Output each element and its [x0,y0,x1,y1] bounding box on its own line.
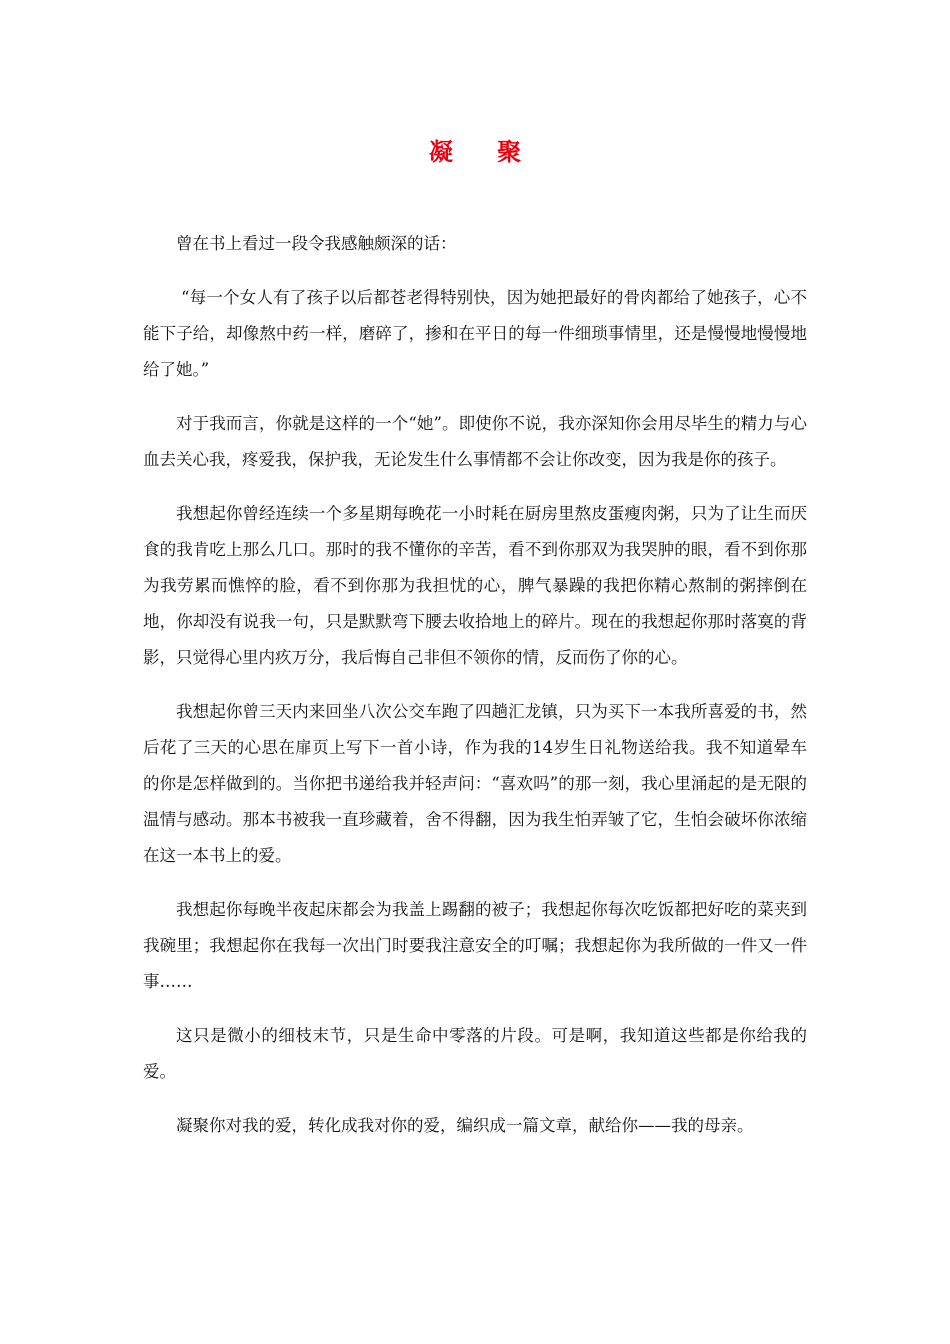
paragraph: 我想起你曾经连续一个多星期每晚花一小时耗在厨房里熬皮蛋瘦肉粥，只为了让生而厌食的我肯吃上那么几口。那时的我不懂你的辛苦，看不到你那双为我哭肿的眼，看不到你那为我劳累而憔悴的脸，看不到你那为我担忧的心，脾气暴躁的我把你精心熬制的粥摔倒在地，你却没有说我一句，只是默默弯下腰去收拾地上的碎片。现在的我想起你那时落寞的背影，只觉得心里内疚万分，我后悔自己非但不领你的情，反而伤了你的心。 [143,504,807,667]
paragraph: 对于我而言，你就是这样的一个“她”。即使你不说，我亦深知你会用尽毕生的精力与心血去关心我，疼爱我，保护我，无论发生什么事情都不会让你改变，因为我是你的孩子。 [143,414,807,469]
paragraph: 这只是微小的细枝末节，只是生命中零落的片段。可是啊，我知道这些都是你给我的爱。 [143,1026,807,1081]
paragraph: 我想起你每晚半夜起床都会为我盖上踢翻的被子；我想起你每次吃饭都把好吃的菜夹到我碗里；我想起你在我每一次出门时要我注意安全的叮嘱；我想起你为我所做的一件又一件事…… [143,900,807,991]
paragraph: 我想起你曾三天内来回坐八次公交车跑了四趟汇龙镇，只为买下一本我所喜爱的书，然后花了三天的心思在扉页上写下一首小诗，作为我的14岁生日礼物送给我。我不知道晕车的你是怎样做到的。当你把书递给我并轻声问：“喜欢吗”的那一刻，我心里涌起的是无限的温情与感动。那本书被我一直珍藏着，舍不得翻，因为我生怕弄皱了它，生怕会破坏你浓缩在这一本书上的爱。 [143,702,807,865]
paragraph-intro: 曾在书上看过一段令我感触颇深的话： [176,234,457,253]
document-title: 凝 聚 [428,137,540,166]
paragraph-closing: 凝聚你对我的爱，转化成我对你的爱，编织成一篇文章，献给你——我的母亲。 [176,1116,754,1135]
document-body [143,226,807,1162]
paragraph-quote: “每一个女人有了孩子以后都苍老得特别快，因为她把最好的骨肉都给了她孩子，心不能下子给，却像熬中药一样，磨碎了，掺和在平日的每一件细琐事情里，还是慢慢地慢慢地给了她。” [143,288,807,379]
